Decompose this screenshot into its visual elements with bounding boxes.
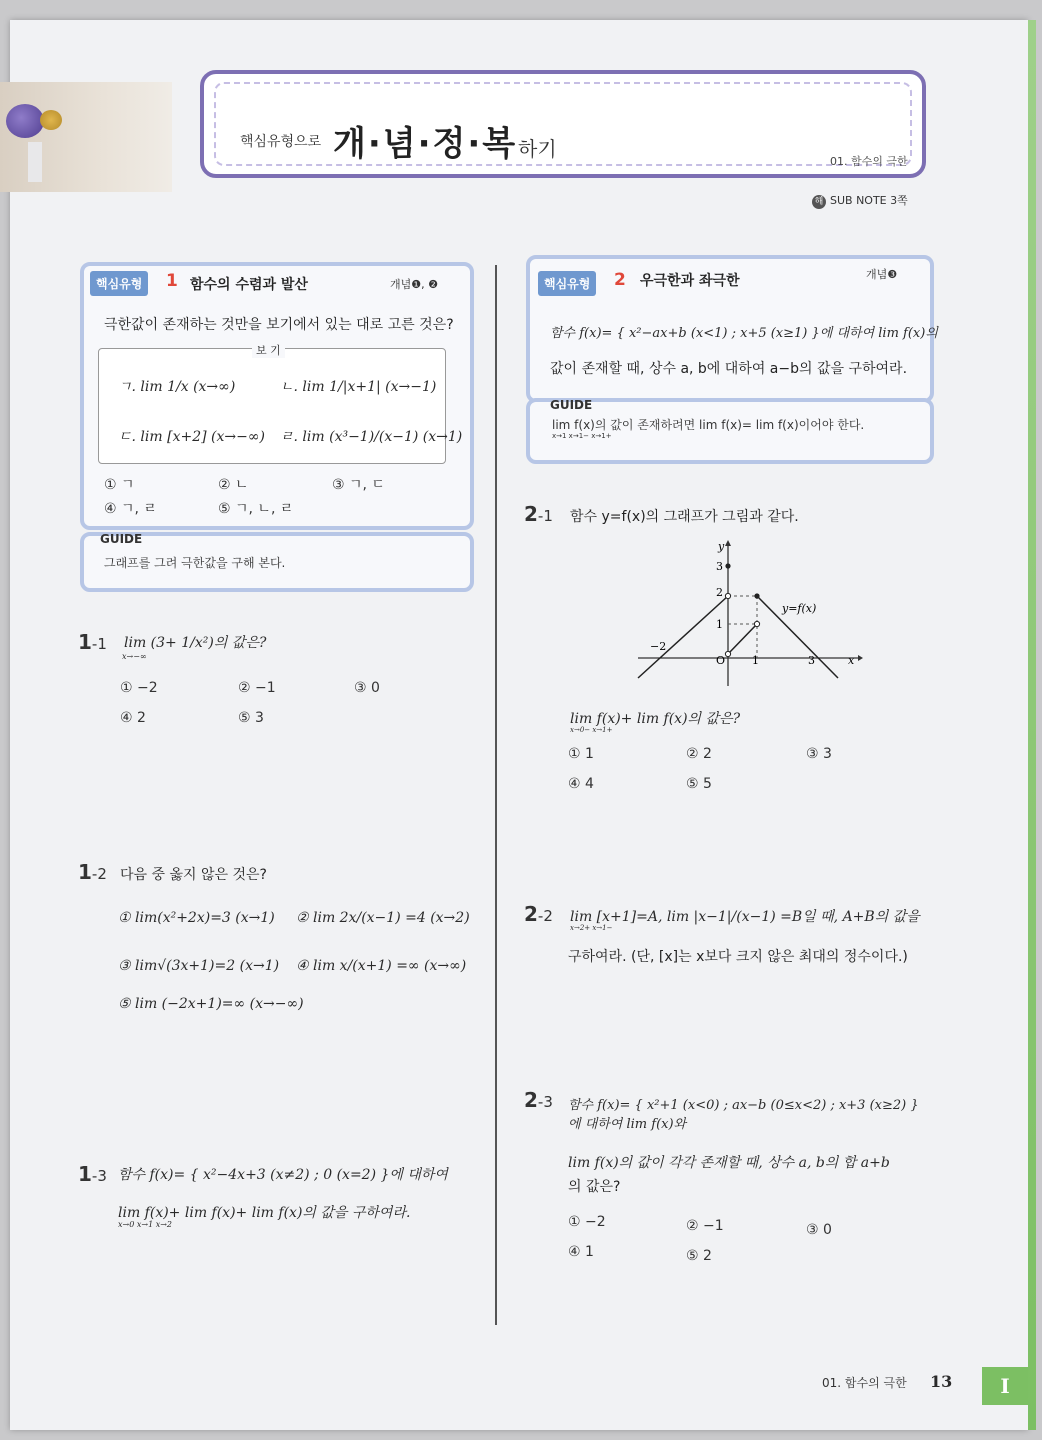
tick-y: 2 xyxy=(716,586,723,599)
problem-2-2-text2: 구하여라. (단, [x]는 x보다 크지 않은 최대의 정수이다.) xyxy=(568,949,908,965)
x-arrow xyxy=(858,655,863,661)
graph-line-middle xyxy=(728,624,757,654)
type1-title: 함수의 수렴과 발산 xyxy=(190,277,308,293)
header-photo xyxy=(0,82,172,192)
choice: ① ㄱ xyxy=(104,477,135,493)
problem-2-2-text: lim [x+1]=A, lim |x−1|/(x−1) =B일 때, A+B의 값을 xyxy=(570,909,920,925)
type2-question: 함수 f(x)= { x²−ax+b (x<1) ; x+5 (x≥1) }에 대하여 lim f(x)의 xyxy=(550,326,938,341)
title-banner xyxy=(200,70,926,178)
type1-concept: 개념❶, ❷ xyxy=(390,278,438,291)
problem-number: 2-2 xyxy=(524,902,553,926)
page-number: 13 xyxy=(930,1372,953,1391)
type1-tag: 핵심유형 xyxy=(90,271,148,296)
choice: ⑤ lim (−2x+1)=∞ (x→−∞) xyxy=(118,996,304,1012)
problem-2-3-text2: lim f(x)의 값이 각각 존재할 때, 상수 a, b의 합 a+b xyxy=(568,1155,890,1171)
bogi-item: ㄷ. lim [x+2] (x→−∞) xyxy=(118,429,265,445)
bogi-box xyxy=(98,348,446,464)
banner-title: 개·념·정·복 xyxy=(333,124,518,164)
choice: ⑤ 5 xyxy=(686,776,712,792)
problem-number: 1-1 xyxy=(78,630,107,654)
choice: ② lim 2x/(x−1) =4 (x→2) xyxy=(296,910,470,926)
problem-number: 2-3 xyxy=(524,1088,553,1112)
problem-2-3-text3: 의 값은? xyxy=(568,1179,621,1195)
tick-x: 1 xyxy=(752,654,759,667)
choice: ③ ㄱ, ㄷ xyxy=(332,477,385,493)
problem-2-1-sub: x→0− x→1+ xyxy=(570,726,613,734)
type2-question-2: 값이 존재할 때, 상수 a, b에 대하여 a−b의 값을 구하여라. xyxy=(550,361,908,377)
problem-2-1-text: 함수 y=f(x)의 그래프가 그림과 같다. xyxy=(570,509,799,525)
problem-1-1-sub: x→−∞ xyxy=(122,652,147,661)
choice: ③ 3 xyxy=(806,746,832,762)
bogi-label: 보 기 xyxy=(252,342,285,358)
choice: ② −1 xyxy=(238,680,276,696)
problem-number: 1-3 xyxy=(78,1162,107,1186)
closed-point xyxy=(725,563,730,568)
choice: ④ lim x/(x+1) =∞ (x→∞) xyxy=(296,958,467,974)
graph-line-left xyxy=(638,596,728,678)
subnote-icon: 해 xyxy=(812,195,826,209)
choice: ② 2 xyxy=(686,746,712,762)
choice: ① 1 xyxy=(568,746,594,762)
problem-1-3-text: 함수 f(x)= { x²−4x+3 (x≠2) ; 0 (x=2) }에 대하여 xyxy=(118,1167,448,1183)
open-point xyxy=(725,651,730,656)
tick-x: 3 xyxy=(808,654,815,667)
choice: ④ ㄱ, ㄹ xyxy=(104,501,157,517)
choice: ⑤ ㄱ, ㄴ, ㄹ xyxy=(218,501,294,517)
type2-guide-sub: x→1 x→1− x→1+ xyxy=(552,432,612,440)
choice: ④ 1 xyxy=(568,1244,594,1260)
problem-number: 2-1 xyxy=(524,502,553,526)
choice: ① −2 xyxy=(568,1214,606,1230)
choice: ⑤ 2 xyxy=(686,1248,712,1264)
subnote-ref xyxy=(812,192,908,209)
closed-point xyxy=(754,593,759,598)
choice: ④ 4 xyxy=(568,776,594,792)
problem-2-2-sub: x→2+ x→1− xyxy=(570,924,613,932)
choice: ③ lim√(3x+1)=2 (x→1) xyxy=(118,958,280,974)
tick-x: −2 xyxy=(650,640,667,653)
problem-1-3-sub: x→0 x→1 x→2 xyxy=(118,1220,172,1229)
choice: ③ 0 xyxy=(806,1222,832,1238)
type2-tag: 핵심유형 xyxy=(538,271,596,296)
type1-question: 극한값이 존재하는 것만을 보기에서 있는 대로 고른 것은? xyxy=(104,317,454,333)
flower-image xyxy=(40,110,62,130)
choice: ① −2 xyxy=(120,680,158,696)
curve-label: y=f(x) xyxy=(782,602,817,615)
footer-chapter: 01. 함수의 극한 xyxy=(822,1376,907,1390)
x-axis-label: x xyxy=(848,654,855,667)
choice: ⑤ 3 xyxy=(238,710,264,726)
problem-2-3-text: 함수 f(x)= { x²+1 (x<0) ; ax−b (0≤x<2) ; x+3 (x≥2) }에 대하여 lim f(x)와 xyxy=(568,1098,919,1132)
y-axis-label: y xyxy=(718,540,725,553)
function-graph xyxy=(630,538,870,690)
bogi-item: ㄹ. lim (x³−1)/(x−1) (x→1) xyxy=(280,429,463,445)
origin-label: O xyxy=(716,654,726,667)
banner-chapter: 01. 함수의 극한 xyxy=(830,155,908,168)
open-point xyxy=(725,593,730,598)
column-divider xyxy=(495,265,497,1325)
type2-title: 우극한과 좌극한 xyxy=(640,273,740,289)
type2-guide-label: GUIDE xyxy=(550,398,593,412)
banner-post: 하기 xyxy=(518,137,557,161)
type1-guide-label: GUIDE xyxy=(100,532,143,546)
type1-number: 1 xyxy=(166,271,178,291)
problem-1-3-text2: lim f(x)+ lim f(x)+ lim f(x)의 값을 구하여라. xyxy=(118,1205,411,1221)
choice: ④ 2 xyxy=(120,710,146,726)
type2-number: 2 xyxy=(614,270,626,290)
choice: ② ㄴ xyxy=(218,477,249,493)
tick-y: 3 xyxy=(716,560,723,573)
type2-concept: 개념❸ xyxy=(866,268,898,281)
choice: ① lim(x²+2x)=3 (x→1) xyxy=(118,910,275,926)
type1-guide-text: 그래프를 그려 극한값을 구해 본다. xyxy=(104,556,286,570)
problem-number: 1-2 xyxy=(78,860,107,884)
problem-2-1-question: lim f(x)+ lim f(x)의 값은? xyxy=(570,711,741,727)
choice: ③ 0 xyxy=(354,680,380,696)
page-edge xyxy=(1028,20,1036,1430)
chapter-tab: I xyxy=(982,1367,1028,1405)
bogi-item: ㄴ. lim 1/|x+1| (x→−1) xyxy=(280,379,437,395)
problem-1-2-text: 다음 중 옳지 않은 것은? xyxy=(120,867,267,883)
banner-pre: 핵심유형으로 xyxy=(240,134,322,150)
tick-y: 1 xyxy=(716,618,723,631)
choice: ② −1 xyxy=(686,1218,724,1234)
flower-image xyxy=(6,104,44,138)
bogi-item: ㄱ. lim 1/x (x→∞) xyxy=(118,379,236,395)
vase-image xyxy=(28,142,42,182)
problem-1-1-text: lim (3+ 1/x²)의 값은? xyxy=(124,635,267,651)
type2-guide-text: lim f(x)의 값이 존재하려면 lim f(x)= lim f(x)이어야 한다. xyxy=(552,418,865,432)
open-point xyxy=(754,621,759,626)
y-arrow xyxy=(725,540,731,546)
subnote-text: SUB NOTE 3쪽 xyxy=(830,194,908,207)
